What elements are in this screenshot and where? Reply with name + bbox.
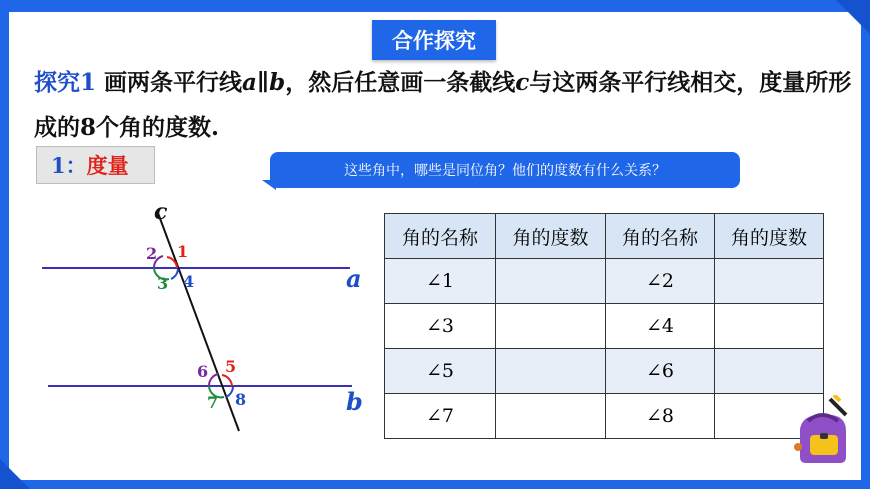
angle-table (384, 213, 824, 439)
table-cell: ∠8 (606, 394, 715, 439)
table-row (385, 259, 824, 304)
arc-6 (209, 374, 218, 386)
table-cell[interactable] (715, 259, 824, 304)
frame-top-bar (0, 0, 870, 12)
parallel-lines-diagram (30, 195, 370, 440)
task-lead: 探究1 (34, 69, 97, 96)
arc-8 (226, 387, 233, 397)
table-cell[interactable] (715, 349, 824, 394)
question-bubble: 这些角中，哪些是同位角？他们的度数有什么关系？ (270, 152, 740, 188)
table-cell[interactable] (496, 394, 606, 439)
table-cell[interactable] (496, 304, 606, 349)
label-c: c (154, 199, 168, 225)
table-cell[interactable] (496, 349, 606, 394)
arc-4 (171, 269, 178, 279)
section-title: 合作探究 (372, 20, 496, 60)
label-b: b (346, 387, 363, 416)
table-header-row (385, 214, 824, 259)
angle-label-2: 2 (146, 244, 158, 263)
table-row (385, 394, 824, 439)
step-label: 1： 度量 (36, 146, 155, 184)
table-row (385, 349, 824, 394)
angle-label-3: 3 (157, 274, 169, 293)
header-cell: 角的名称 (606, 214, 715, 259)
table-row (385, 304, 824, 349)
line-c (158, 213, 239, 431)
angle-label-6: 6 (197, 362, 209, 381)
task-paragraph: 探究1 画两条平行线a∥b，然后任意画一条截线c与这两条平行线相交，度量所形成的8个角的度数. (34, 69, 852, 141)
label-a: a (346, 264, 362, 293)
angle-label-1: 1 (177, 242, 189, 261)
header-cell: 角的度数 (715, 214, 824, 259)
table-cell: ∠2 (606, 259, 715, 304)
table-cell: ∠3 (385, 304, 496, 349)
angle-label-8: 8 (235, 390, 247, 409)
table-cell: ∠4 (606, 304, 715, 349)
angle-label-4: 4 (183, 272, 195, 291)
angle-label-7: 7 (207, 393, 219, 412)
header-cell: 角的度数 (496, 214, 606, 259)
table-cell: ∠7 (385, 394, 496, 439)
angle-label-5: 5 (225, 357, 237, 376)
table-cell: ∠5 (385, 349, 496, 394)
table-cell[interactable] (715, 304, 824, 349)
arc-5 (222, 375, 232, 386)
schoolbag-icon (790, 395, 854, 467)
table-cell: ∠6 (606, 349, 715, 394)
table-cell: ∠1 (385, 259, 496, 304)
bubble-tail (262, 180, 276, 190)
header-cell: 角的名称 (385, 214, 496, 259)
table-cell[interactable] (496, 259, 606, 304)
